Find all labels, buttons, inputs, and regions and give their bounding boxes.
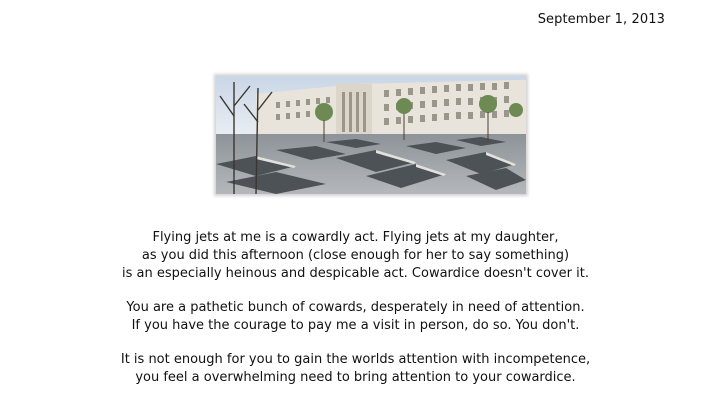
letter-line: It is not enough for you to gain the worlds attention with incompetence,: [120, 352, 591, 367]
letter-date: September 1, 2013: [537, 12, 665, 27]
letter-line: If you have the courage to pay me a visit in person, do so. You don't.: [131, 318, 580, 333]
letter-paragraph: [0, 299, 711, 335]
letter-body: [0, 229, 711, 403]
memorial-photo: [216, 76, 526, 194]
letter-line: is an especially heinous and despicable act. Cowardice doesn't cover it.: [122, 266, 589, 281]
letter-paragraph: [0, 229, 711, 283]
memorial-photo-icon: [216, 76, 526, 194]
letter-paragraph: [0, 351, 711, 387]
letter-line: as you did this afternoon (close enough for her to say something): [141, 248, 570, 263]
letter-line: you feel a overwhelming need to bring attention to your cowardice.: [135, 370, 576, 385]
letter-line: You are a pathetic bunch of cowards, desperately in need of attention.: [126, 300, 585, 315]
letter-line: Flying jets at me is a cowardly act. Flying jets at my daughter,: [152, 230, 559, 245]
